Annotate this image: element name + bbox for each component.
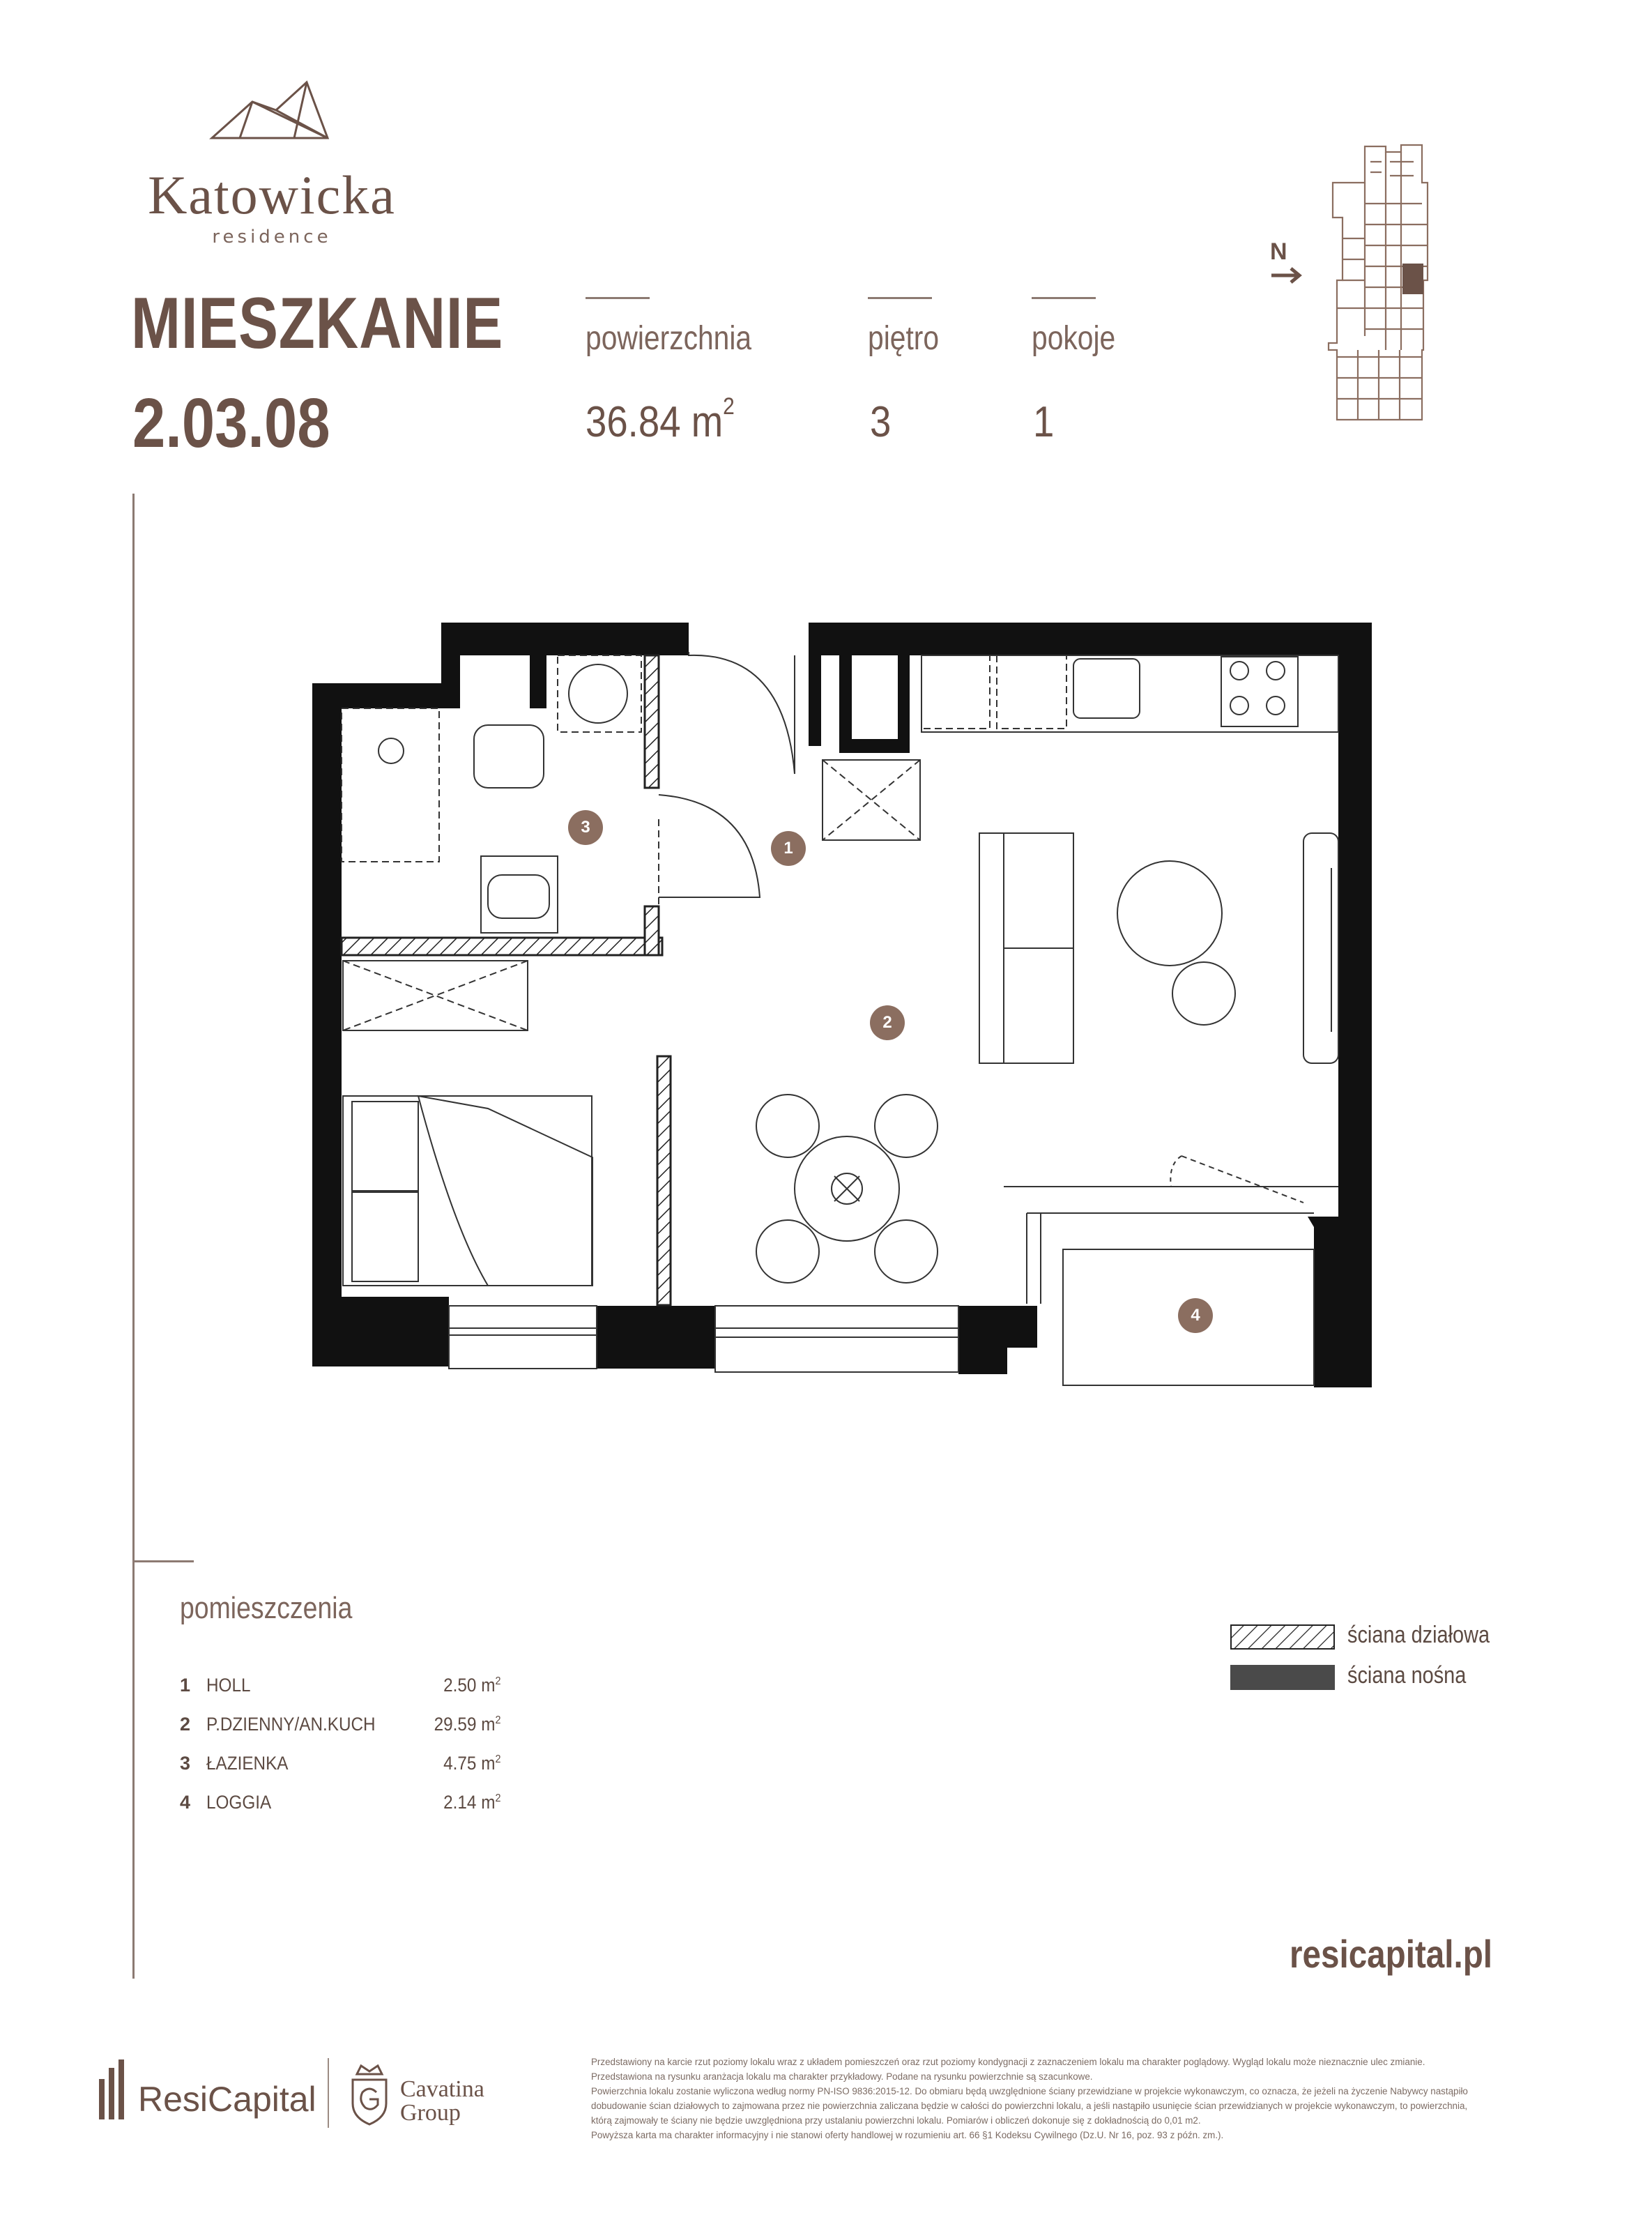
- rooms-value: 1: [1033, 398, 1055, 446]
- brand-subtitle: residence: [212, 227, 332, 248]
- stat-divider: [586, 297, 650, 299]
- room-marker-2: 2: [870, 1005, 905, 1040]
- building-key-plan: [1323, 141, 1435, 427]
- room-marker-4: 4: [1178, 1298, 1213, 1333]
- room-row: 2 P.DZIENNY/AN.KUCH 29.59 $m^2$: [180, 1714, 500, 1735]
- resicapital-logo-icon: [98, 2058, 132, 2122]
- partition-wall-swatch: [1230, 1624, 1335, 1650]
- cavatina-logo-text: Cavatina Group: [400, 2076, 484, 2126]
- resicapital-logo-text: ResiCapital: [138, 2080, 316, 2119]
- room-marker-1: 1: [771, 831, 806, 866]
- load-bearing-walls: [312, 623, 1372, 1387]
- apartment-number: 2.03.08: [132, 384, 330, 462]
- area-value: 36.84 $m^2$: [586, 393, 735, 446]
- logo-divider: [328, 2058, 329, 2128]
- page-title: MIESZKANIE: [131, 283, 504, 364]
- rooms-label: pokoje: [1032, 320, 1116, 357]
- stat-divider: [868, 297, 932, 299]
- mountain-logo-icon: [209, 77, 335, 143]
- vertical-divider: [132, 494, 135, 1979]
- legend-load-bearing-label: ściana nośna: [1347, 1662, 1467, 1689]
- stat-divider: [1032, 297, 1096, 299]
- rooms-heading: pomieszczenia: [180, 1591, 353, 1625]
- disclaimer: Przedstawiony na karcie rzut poziomy lokalu wraz z układem pomieszczeń oraz rzut poziomy kondygnacji z zaznaczeniem lokalu ma charakter poglądowy. Wygląd lokalu może nieznacznie ulec zmianie. Przedstawiona na rysunku aranżacja lokalu ma charakter przykładowy. Podane na rysunku powierzchnie są szacunkowe. Powierzchnia lokalu zostanie wyliczona według normy PN-ISO 9836:2015-12. Do obmiaru będą uwzględnione ściany przewidziane w projekcie wykonawczym, co oznacza, że jeżeli na życzenie Nabywcy nastąpiło dobudowanie ścian działowych to zajmowana przez nie powierzchnia zaliczana będzie w całości do powierzchni lokalu, a jeśli nastąpiło usunięcie ścian przewidzianych w projekcie wykonawczym, to powierzchnia, którą zajmowały te ściany nie będzie uwzględniona przy ustalaniu powierzchni lokalu. Pomiarów i obliczeń dokonuje się z dokładnością do 0,01 m2. Powyższa karta ma charakter informacyjny i nie stanowi oferty handlowej w rozumieniu art. 66 §1 Kodeksu Cywilnego (Dz.U. Nr 16, poz. 93 z późn. zm.).: [591, 2057, 1468, 2140]
- compass-arrow-icon: [1270, 265, 1305, 286]
- floor-label: piętro: [868, 320, 940, 357]
- horizontal-divider: [132, 1560, 194, 1562]
- cavatina-crest-icon: [349, 2060, 390, 2126]
- compass-letter: N: [1270, 238, 1287, 265]
- brand-name: Katowicka: [148, 165, 396, 225]
- load-bearing-wall-swatch: [1230, 1665, 1335, 1690]
- room-marker-3: 3: [568, 810, 603, 845]
- room-row: 4 LOGGIA 2.14 $m^2$: [180, 1792, 500, 1813]
- area-label: powierzchnia: [586, 320, 752, 357]
- floor-value: 3: [870, 398, 892, 446]
- partition-walls: [342, 655, 671, 1305]
- room-row: 1 HOLL 2.50 $m^2$: [180, 1675, 500, 1696]
- website-link[interactable]: resicapital.pl: [1290, 1932, 1493, 1976]
- room-row: 3 ŁAZIENKA 4.75 $m^2$: [180, 1753, 500, 1774]
- legend-partition-label: ściana działowa: [1347, 1622, 1490, 1648]
- floor-plan: [307, 614, 1380, 1401]
